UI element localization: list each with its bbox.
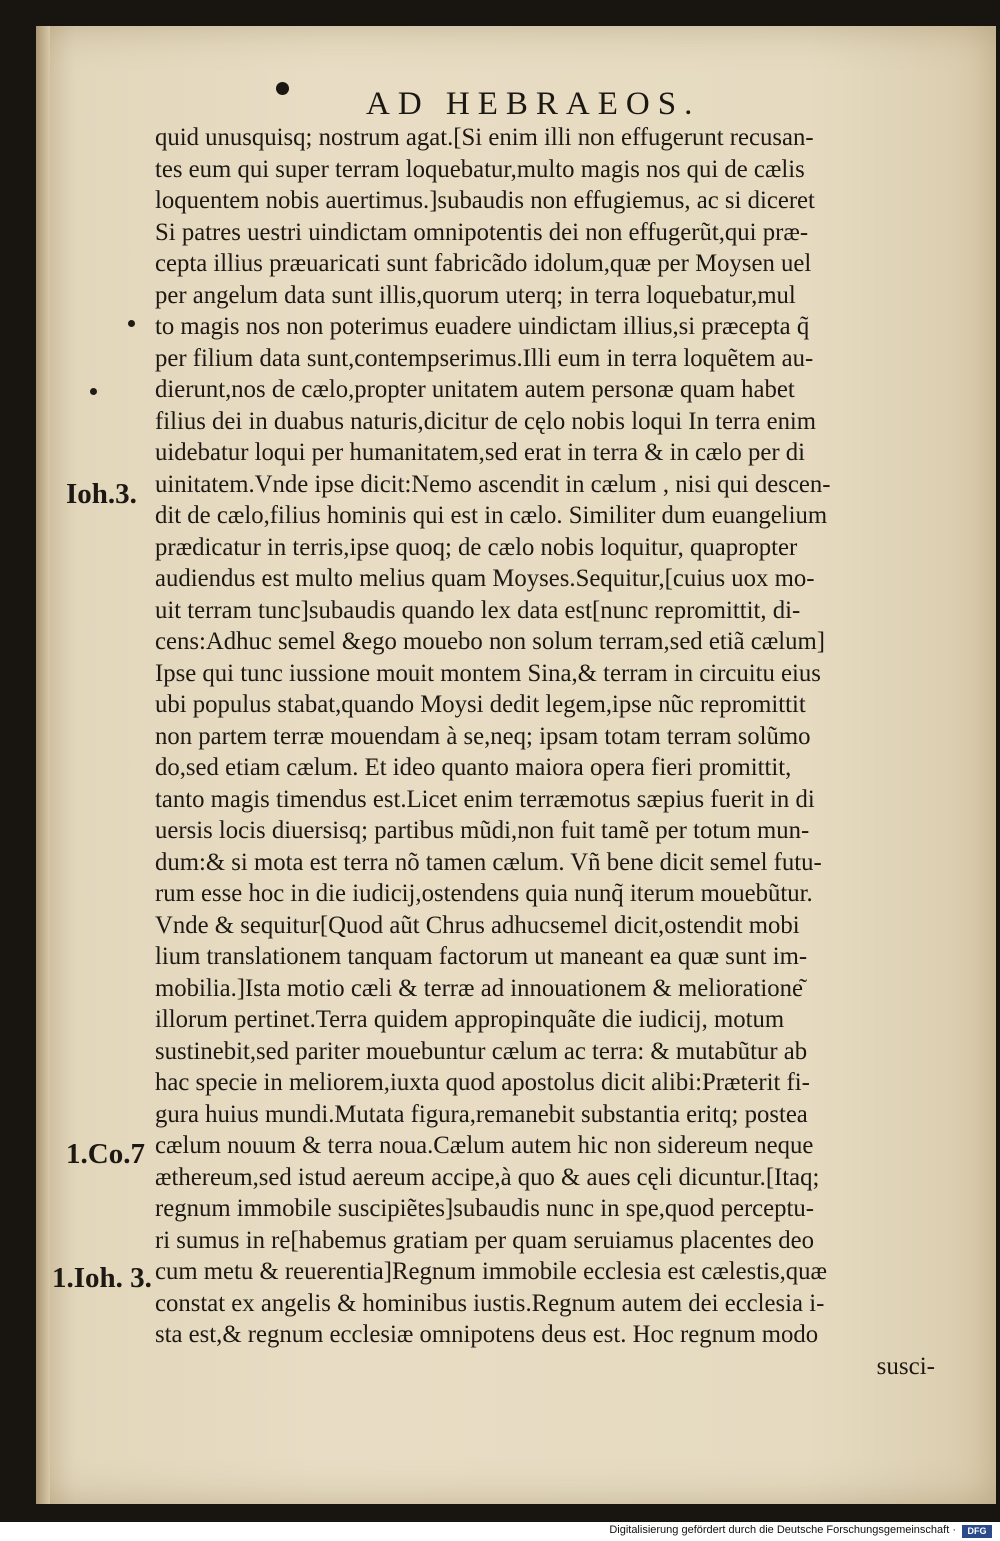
text-line: prædicatur in terris,ipse quoq; de cælo nobis loquitur, quapropter [155,533,798,561]
text-line: uit terram tunc]subaudis quando lex data est[nunc repromittit, di- [155,596,801,624]
text-line: per filium data sunt,contempserimus.Illi eum in terra loquẽtem au- [155,344,814,372]
text-line: illorum pertinet.Terra quidem appropinquãte die iudicij, motum [155,1006,785,1033]
text-line: dit de cælo,filius hominis qui est in cælo. Similiter dum euangelium [155,502,828,529]
body-text [155,122,935,1382]
text-line: dierunt,nos de cælo,propter unitatem autem personæ quam habet [155,376,795,403]
ink-dot [90,388,97,395]
digitization-footer [0,1522,1000,1541]
dfg-logo: DFG [962,1525,992,1538]
text-line: do,sed etiam cælum. Et ideo quanto maiora opera fieri promittit, [155,754,792,781]
margin-note-ioh1-3: 1.Ioh. 3. [52,1262,152,1294]
text-line: cum metu & reuerentia]Regnum immobile ecclesia est cælestis,quæ [155,1258,828,1285]
text-line: tes eum qui super terram loquebatur,multo magis nos qui de cælis [155,155,805,183]
text-line: gura huius mundi.Mutata figura,remanebit substantia eritq; postea [155,1100,808,1128]
margin-note-ioh3: Ioh.3. [66,478,137,510]
text-line: cens:Adhuc semel &ego mouebo non solum terram,sed etiã cælum] [155,628,825,655]
page-gutter [36,26,50,1504]
text-line: lium translationem tanquam factorum ut maneant ea quæ sunt im- [155,943,808,970]
margin-note-cor7: 1.Co.7 [66,1138,145,1170]
text-line: hac specie in meliorem,iuxta quod apostolus dicit alibi:Præterit fi- [155,1069,810,1096]
text-line: sta est,& regnum ecclesiæ omnipotens deus est. Hoc regnum modo [155,1321,819,1348]
text-line: non partem terræ mouendam à se,neq; ipsam totam terram solũmo [155,722,811,750]
text-line: Si patres uestri uindictam omnipotentis dei non effugerũt,qui præ- [155,218,809,246]
ink-dot [128,320,135,327]
text-line: audiendus est multo melius quam Moyses.Sequitur,[cuius uox mo- [155,565,815,592]
catchword: susci- [876,1352,935,1380]
text-line: cepta illius præuaricati sunt fabricãdo idolum,quæ per Moysen uel [155,250,812,277]
ink-blot [276,82,289,95]
text-line: tanto magis timendus est.Licet enim terræmotus sæpius fuerit in di [155,785,815,813]
text-line: cælum nouum & terra noua.Cælum autem hic non sidereum neque [155,1132,814,1159]
footer-credit: Digitalisierung gefördert durch die Deutsche Forschungsgemeinschaft · [609,1524,956,1536]
text-line: Ipse qui tunc iussione mouit montem Sina,& terram in circuitu eius [155,659,821,687]
text-line: quid unusquisq; nostrum agat.[Si enim illi non effugerunt recusan- [155,124,814,151]
text-line: mobilia.]Ista motio cæli & terræ ad innouationem & melioratione͂ [155,974,804,1002]
text-line: ri sumus in re[habemus gratiam per quam seruiamus placentes deo [155,1226,814,1254]
text-line: filius dei in duabus naturis,dicitur de cęlo nobis loqui In terra enim [155,407,817,435]
text-line: rum esse hoc in die iudicij,ostendens quia nunq̃ iterum mouebũtur. [155,880,813,907]
text-line: constat ex angelis & hominibus iustis.Regnum autem dei ecclesia i- [155,1289,825,1317]
text-line: regnum immobile suscipiẽtes]subaudis nunc in spe,quod perceptu- [155,1195,815,1222]
text-line: per angelum data sunt illis,quorum uterq; in terra loquebatur,mul [155,281,796,309]
text-line: sustinebit,sed pariter mouebuntur cælum ac terra: & mutabũtur ab [155,1037,808,1065]
text-line: loquentem nobis auertimus.]subaudis non effugiemus, ac si diceret [155,187,815,214]
text-line: æthereum,sed istud aereum accipe,à quo & aues cęli dicuntur.[Itaq; [155,1163,820,1191]
text-line: Vnde & sequitur[Quod aũt Chrus adhucsemel dicit,ostendit mobi [155,911,800,939]
text-line: uinitatem.Vnde ipse dicit:Nemo ascendit in cælum , nisi qui descen- [155,470,831,498]
text-line: uidebatur loqui per humanitatem,sed erat in terra & in cælo per di [155,439,806,466]
running-head: AD HEBRAEOS. [366,86,701,122]
text-line: ubi populus stabat,quando Moysi dedit legem,ipse nũc repromittit [155,691,806,718]
text-line: dum:& si mota est terra nõ tamen cælum. Vñ bene dicit semel futu- [155,848,822,876]
text-line: to magis nos non poterimus euadere uindictam illius,si præcepta q̃ [155,313,810,340]
text-line: uersis locis diuersisq; partibus mũdi,non fuit tamẽ per totum mun- [155,817,810,844]
